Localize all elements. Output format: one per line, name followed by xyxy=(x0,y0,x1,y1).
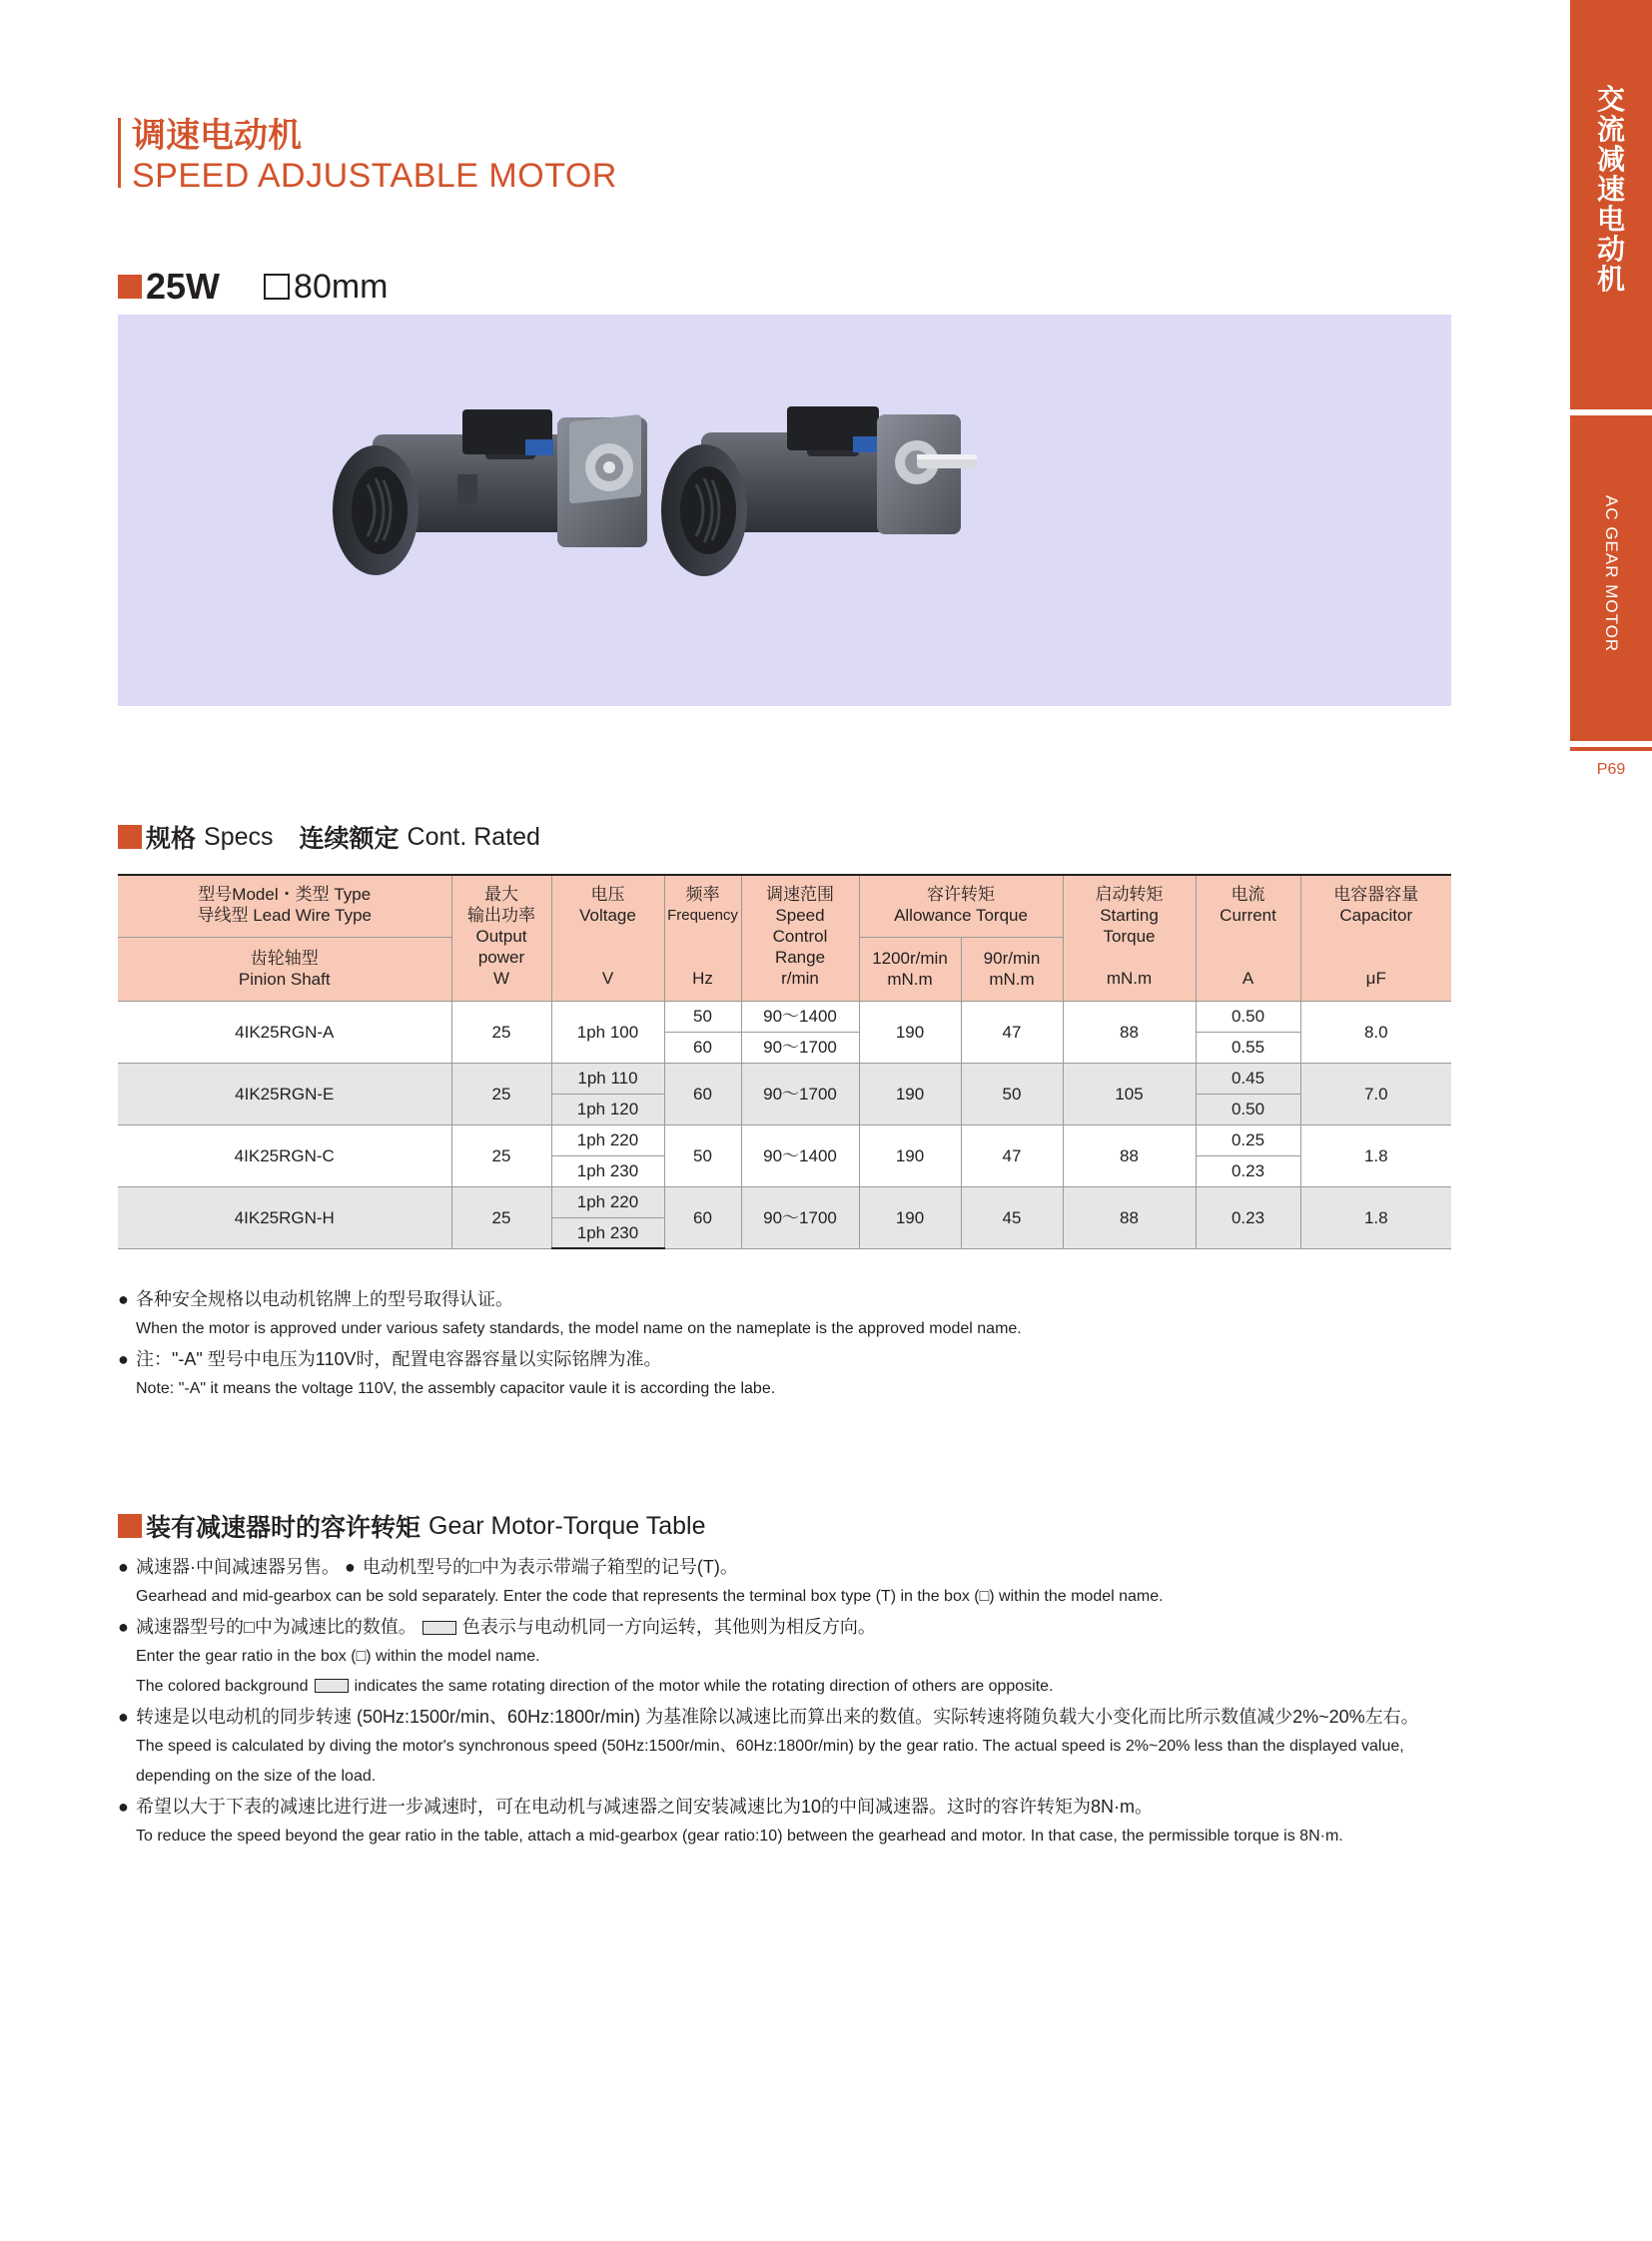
cell-torque-1200: 190 xyxy=(859,1186,961,1248)
cell-torque-90: 50 xyxy=(961,1063,1063,1124)
motor-image-left xyxy=(333,409,647,575)
cell-torque-1200: 190 xyxy=(859,1063,961,1124)
cell-speed: 90～1700 xyxy=(741,1032,859,1063)
orange-square-icon xyxy=(118,825,142,849)
header-current: 电流 Current A xyxy=(1196,875,1300,1001)
power-rating: 25W xyxy=(146,266,221,307)
product-photo xyxy=(118,315,1451,706)
cell-starting-torque: 88 xyxy=(1063,1186,1196,1248)
header-torque-1200: 1200r/min mN.m xyxy=(859,937,961,1001)
table-row xyxy=(118,1063,1451,1094)
cell-frequency: 60 xyxy=(664,1032,741,1063)
page-number: P69 xyxy=(1596,761,1626,778)
cell-torque-1200: 190 xyxy=(859,1124,961,1186)
cell-torque-90: 47 xyxy=(961,1124,1063,1186)
cell-current: 0.23 xyxy=(1196,1155,1300,1186)
cell-speed: 90～1700 xyxy=(741,1186,859,1248)
side-divider xyxy=(1570,747,1652,751)
cell-current: 0.50 xyxy=(1196,1001,1300,1032)
color-swatch xyxy=(315,1679,349,1693)
side-tab-category xyxy=(1570,0,1652,409)
note-a-cn: ● 减速器·中间减速器另售。 ● 电动机型号的□中为表示带端子箱型的记号(T)。 xyxy=(118,1552,1456,1582)
cell-voltage: 1ph 120 xyxy=(551,1094,664,1124)
orange-square-icon xyxy=(118,275,142,299)
cell-starting-torque: 88 xyxy=(1063,1001,1196,1063)
cell-speed: 90～1400 xyxy=(741,1124,859,1186)
cell-voltage: 1ph 220 xyxy=(551,1124,664,1155)
bullet-icon: ● xyxy=(118,1557,129,1577)
cell-current: 0.45 xyxy=(1196,1063,1300,1094)
cell-frequency: 50 xyxy=(664,1001,741,1032)
note-b-en-1: Enter the gear ratio in the box (□) within the model name. xyxy=(136,1648,540,1665)
cell-speed: 90～1400 xyxy=(741,1001,859,1032)
note-a-en: Gearhead and mid-gearbox can be sold separately. Enter the code that represents the terminal box type (T) in the box (□) within the model name. xyxy=(136,1588,1164,1605)
header-power: 最大 输出功率 Output power W xyxy=(451,875,551,1001)
cell-model: 4IK25RGN-H xyxy=(118,1186,451,1248)
cell-power: 25 xyxy=(451,1001,551,1063)
note-1-cn: ● 各种安全规格以电动机铭牌上的型号取得认证。 xyxy=(118,1284,1022,1314)
cell-torque-1200: 190 xyxy=(859,1001,961,1063)
cell-voltage: 1ph 100 xyxy=(551,1001,664,1063)
note-d-cn: ● 希望以大于下表的减速比进行进一步减速时，可在电动机与减速器之间安装减速比为10的中间减速器。这时的容许转矩为8N·m。 xyxy=(118,1792,1456,1822)
cell-current: 0.55 xyxy=(1196,1032,1300,1063)
side-tab-en-label: AC GEAR MOTOR xyxy=(1602,495,1621,653)
specs-heading: 规格 Specs 连续额定 Cont. Rated xyxy=(118,821,540,853)
cell-capacitor: 8.0 xyxy=(1300,1001,1451,1063)
header-pinion-shaft: 齿轮轴型 Pinion Shaft xyxy=(118,937,451,1001)
header-torque-90: 90r/min mN.m xyxy=(961,937,1063,1001)
header-speed-range: 调速范围 Speed Control Range r/min xyxy=(741,875,859,1001)
cell-model: 4IK25RGN-E xyxy=(118,1063,451,1124)
table-row xyxy=(118,1124,1451,1155)
header-starting-torque: 启动转矩 Starting Torque mN.m xyxy=(1063,875,1196,1001)
header-model: 型号Model・类型 Type 导线型 Lead Wire Type xyxy=(118,875,451,937)
motor-image-right xyxy=(661,406,977,576)
note-2-en: Note: "-A" it means the voltage 110V, the assembly capacitor vaule it is according the labe. xyxy=(136,1380,776,1397)
note-c-en-1: The speed is calculated by diving the motor's synchronous speed (50Hz:1500r/min、60Hz:1800r/min) by the gear ratio. The actual speed is 2%~20% less than the displayed value, xyxy=(136,1738,1404,1755)
page-title-en: SPEED ADJUSTABLE MOTOR xyxy=(132,157,617,195)
note-c-cn: ● 转速是以电动机的同步转速 (50Hz:1500r/min、60Hz:1800r/min) 为基准除以减速比而算出来的数值。实际转速将随负载大小变化而比所示数值减少2%~20%左右。 xyxy=(118,1702,1456,1732)
cell-current: 0.23 xyxy=(1196,1186,1300,1248)
note-1-en: When the motor is approved under various safety standards, the model name on the nameplate is the approved model name. xyxy=(136,1320,1022,1337)
bullet-icon: ● xyxy=(118,1707,129,1727)
bullet-icon: ● xyxy=(345,1557,356,1577)
bullet-icon: ● xyxy=(118,1617,129,1637)
cell-speed: 90～1700 xyxy=(741,1063,859,1124)
bullet-icon: ● xyxy=(118,1349,129,1369)
cell-starting-torque: 88 xyxy=(1063,1124,1196,1186)
cell-torque-90: 45 xyxy=(961,1186,1063,1248)
header-voltage: 电压 Voltage V xyxy=(551,875,664,1001)
cell-frequency: 60 xyxy=(664,1186,741,1248)
header-frequency: 频率 Frequency Hz xyxy=(664,875,741,1001)
title-accent-bar xyxy=(118,118,121,188)
note-2-cn: ● 注："-A" 型号中电压为110V时，配置电容器容量以实际铭牌为准。 xyxy=(118,1344,1022,1374)
cell-power: 25 xyxy=(451,1186,551,1248)
table-notes xyxy=(118,1284,1022,1404)
header-capacitor: 电容器容量 Capacitor μF xyxy=(1300,875,1451,1001)
side-tab-cn: 交 流 减 速 电 动 机 xyxy=(1596,84,1625,295)
cell-power: 25 xyxy=(451,1063,551,1124)
bullet-icon: ● xyxy=(118,1289,129,1309)
color-swatch xyxy=(422,1621,456,1635)
model-heading xyxy=(118,267,389,307)
table-row xyxy=(118,1186,1451,1217)
cell-starting-torque: 105 xyxy=(1063,1063,1196,1124)
note-d-en: To reduce the speed beyond the gear ratio in the table, attach a mid-gearbox (gear ratio:10) between the gearhead and motor. In that case, the permissible torque is 8N·m. xyxy=(136,1828,1343,1845)
cell-voltage: 1ph 220 xyxy=(551,1186,664,1217)
cell-capacitor: 1.8 xyxy=(1300,1186,1451,1248)
note-c-en-2: depending on the size of the load. xyxy=(136,1768,377,1785)
cell-capacitor: 1.8 xyxy=(1300,1124,1451,1186)
specs-table xyxy=(118,874,1451,1249)
motor-illustrations xyxy=(118,315,1451,706)
side-tab-english xyxy=(1570,415,1652,741)
cell-model: 4IK25RGN-A xyxy=(118,1001,451,1063)
torque-table-heading: 装有减速器时的容许转矩 Gear Motor-Torque Table xyxy=(118,1510,705,1542)
note-b-en-2: The colored background indicates the same rotating direction of the motor while the rotating direction of others are opposite. xyxy=(136,1678,1054,1695)
cell-current: 0.25 xyxy=(1196,1124,1300,1155)
cell-frequency: 60 xyxy=(664,1063,741,1124)
cell-voltage: 1ph 110 xyxy=(551,1063,664,1094)
table-row xyxy=(118,1001,1451,1032)
cell-voltage: 1ph 230 xyxy=(551,1217,664,1248)
cell-torque-90: 47 xyxy=(961,1001,1063,1063)
orange-square-icon xyxy=(118,1514,142,1538)
cell-capacitor: 7.0 xyxy=(1300,1063,1451,1124)
bullet-icon: ● xyxy=(118,1797,129,1817)
cell-voltage: 1ph 230 xyxy=(551,1155,664,1186)
cell-model: 4IK25RGN-C xyxy=(118,1124,451,1186)
gear-notes xyxy=(118,1552,1456,1852)
frame-size: 80mm xyxy=(294,267,389,306)
square-frame-icon xyxy=(264,274,290,300)
cell-current: 0.50 xyxy=(1196,1094,1300,1124)
cell-power: 25 xyxy=(451,1124,551,1186)
note-b-cn: ● 减速器型号的□中为减速比的数值。 色表示与电动机同一方向运转，其他则为相反方向。 xyxy=(118,1612,1456,1642)
header-allowance-torque: 容许转矩 Allowance Torque xyxy=(859,875,1063,937)
page-title-cn: 调速电动机 xyxy=(132,117,302,155)
cell-frequency: 50 xyxy=(664,1124,741,1186)
